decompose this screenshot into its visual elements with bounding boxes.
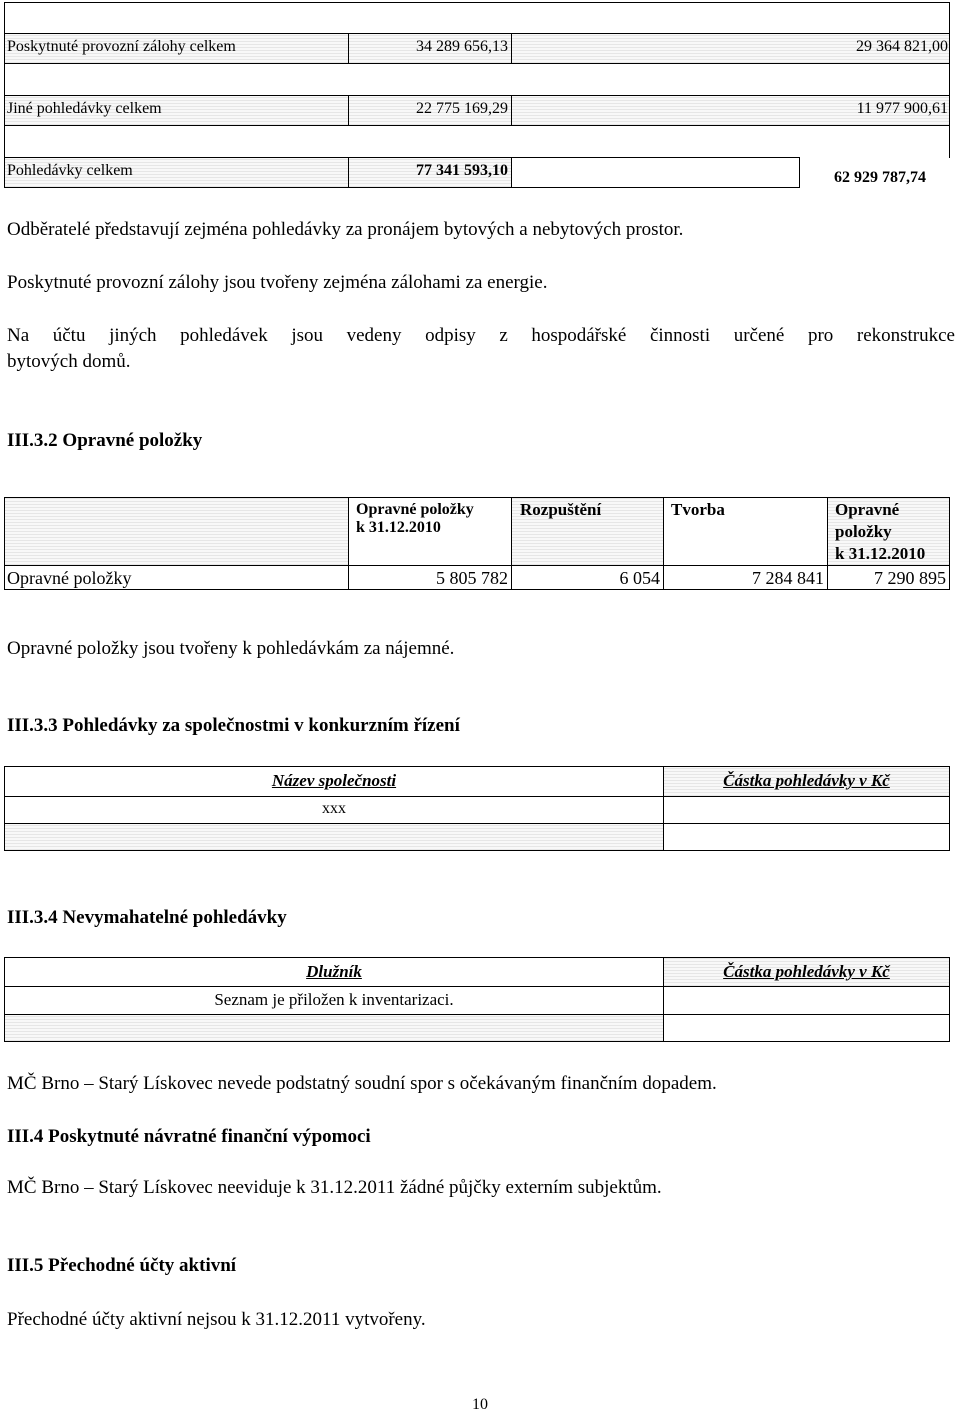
- row-value-2011: 77 341 593,10: [416, 162, 508, 179]
- row-value-2011: 22 775 169,29: [416, 100, 508, 117]
- court-dispute-note: MČ Brno – Starý Lískovec nevede podstatný soudní spor s očekávaným finančním dopadem.: [7, 1073, 717, 1094]
- header-col1-line2: k 31.12.2010: [356, 519, 441, 536]
- table-cell: [663, 1014, 950, 1042]
- table-row: [4, 1014, 664, 1042]
- paragraph-line: Na účtu jiných pohledávek jsou vedeny odpisy z hospodářské činnosti určené pro rekonstrukce: [7, 325, 955, 346]
- transitory-accounts-note: Přechodné účty aktivní nejsou k 31.12.2011 vytvořeny.: [7, 1309, 426, 1330]
- row-value-release: 6 054: [619, 568, 660, 588]
- allowances-note: Opravné položky jsou tvořeny k pohledávkám za nájemné.: [7, 638, 455, 659]
- header-company-name: Název společnosti: [271, 771, 397, 790]
- row-value-creation: 7 284 841: [752, 568, 824, 588]
- row-value-2010: 62 929 787,74: [834, 169, 926, 186]
- header-cell: [4, 497, 349, 566]
- table-row: [4, 823, 664, 851]
- table-spacer: [4, 125, 950, 158]
- table-top-strip: [4, 2, 950, 34]
- loans-note: MČ Brno – Starý Lískovec neeviduje k 31.12.2011 žádné půjčky externím subjektům.: [7, 1177, 662, 1198]
- section-heading-333: III.3.3 Pohledávky za společnostmi v konkurzním řízení: [7, 715, 460, 736]
- row-label: Opravné položky: [7, 568, 132, 588]
- header-amount: Částka pohledávky v Kč: [723, 771, 890, 790]
- header-col3: Tvorba: [671, 500, 725, 519]
- section-heading-34: III.4 Poskytnuté návratné finanční výpomoci: [7, 1126, 371, 1147]
- paragraph-customers: Odběratelé představují zejména pohledávky za pronájem bytových a nebytových prostor.: [7, 219, 684, 240]
- row-label: Poskytnuté provozní zálohy celkem: [7, 38, 236, 55]
- table-cell: [663, 986, 950, 1015]
- table-cell: [663, 796, 950, 824]
- table-cell: [663, 823, 950, 851]
- row-value-2010: 11 977 900,61: [856, 100, 948, 117]
- section-heading-334: III.3.4 Nevymahatelné pohledávky: [7, 907, 287, 928]
- table-spacer: [4, 63, 950, 96]
- header-amount: Částka pohledávky v Kč: [723, 962, 890, 981]
- paragraph-line: bytových domů.: [7, 351, 131, 372]
- row-value-2011: 34 289 656,13: [416, 38, 508, 55]
- page-number: 10: [472, 1396, 488, 1413]
- section-heading-35: III.5 Přechodné účty aktivní: [7, 1255, 237, 1276]
- header-col4-line2: položky: [835, 522, 892, 541]
- paragraph-advances: Poskytnuté provozní zálohy jsou tvořeny zejména zálohami za energie.: [7, 272, 548, 293]
- row-label: Jiné pohledávky celkem: [7, 100, 162, 117]
- header-col1-line1: Opravné položky: [356, 501, 474, 518]
- row-value-end-balance: 7 290 895: [874, 568, 946, 588]
- company-value: xxx: [322, 800, 346, 817]
- row-value-balance: 5 805 782: [436, 568, 508, 588]
- row-value-2010: 29 364 821,00: [856, 38, 948, 55]
- debtor-value: Seznam je přiložen k inventarizaci.: [214, 990, 454, 1009]
- paragraph-other-receivables: [7, 324, 955, 374]
- section-heading-332: III.3.2 Opravné položky: [7, 430, 203, 451]
- header-col4-line3: k 31.12.2010: [835, 544, 926, 563]
- header-col4-line1: Opravné: [835, 500, 900, 519]
- header-col2: Rozpuštění: [520, 500, 602, 519]
- row-label: Pohledávky celkem: [7, 162, 133, 179]
- header-debtor: Dlužník: [306, 962, 362, 981]
